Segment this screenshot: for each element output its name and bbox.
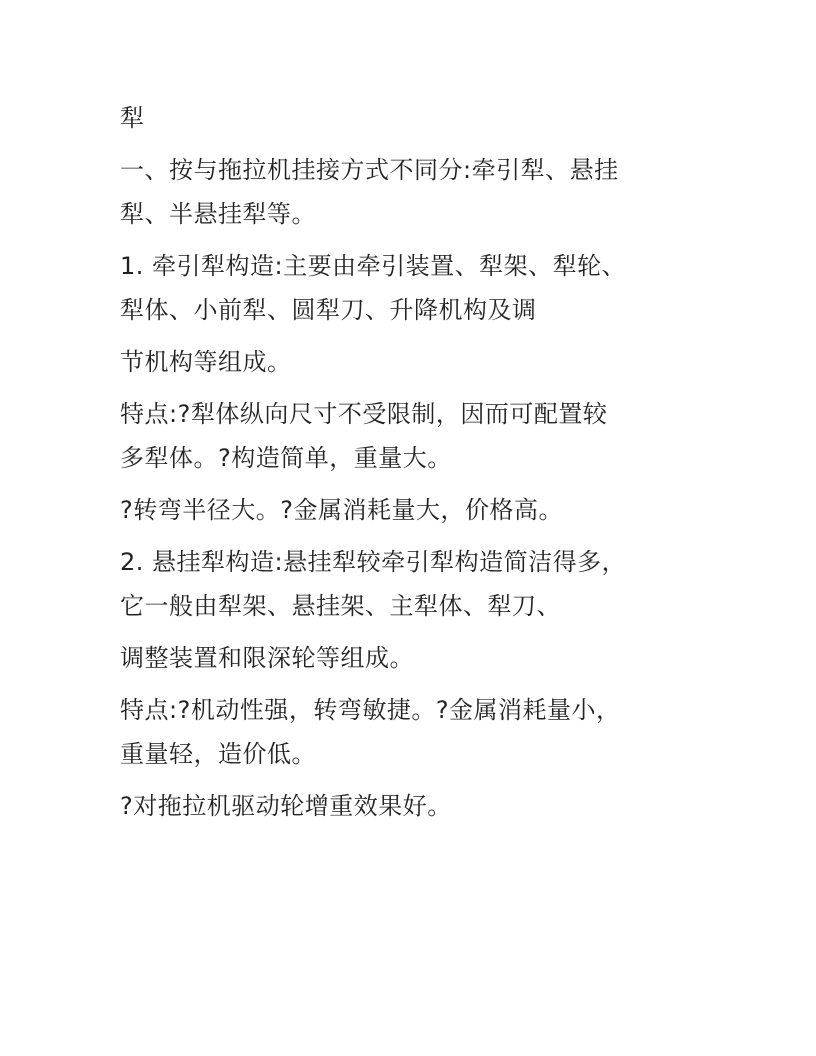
text-line: 特点:?机动性强，转弯敏捷。?金属消耗量小， (120, 696, 621, 724)
paragraph-mounted-plow-features-cont (120, 784, 720, 828)
document-body (120, 96, 720, 836)
paragraph-trailed-plow-features-cont (120, 488, 720, 532)
text-line: 多犁体。?构造简单，重量大。 (120, 444, 452, 472)
text-line: 调整装置和限深轮等组成。 (120, 644, 414, 672)
text-line: 一、按与拖拉机挂接方式不同分:牵引犁、悬挂 (120, 156, 619, 184)
text-line: 2. 悬挂犁构造:悬挂犁较牵引犁构造简洁得多， (120, 548, 627, 576)
text-line: 它一般由犁架、悬挂架、主犁体、犁刀、 (120, 592, 561, 620)
paragraph-trailed-plow-features (120, 392, 720, 480)
paragraph-mounted-plow-structure (120, 540, 720, 628)
paragraph-mounted-plow-structure-cont (120, 636, 720, 680)
text-line: 犁体、小前犁、圆犁刀、升降机构及调 (120, 296, 537, 324)
text-line: 特点:?犁体纵向尺寸不受限制，因而可配置较 (120, 400, 608, 428)
text-line: 重量轻，造价低。 (120, 740, 316, 768)
text-line: 节机构等组成。 (120, 348, 292, 376)
paragraph-mounted-plow-features (120, 688, 720, 776)
paragraph-classification (120, 148, 720, 236)
paragraph-title (120, 96, 720, 140)
text-line: ?转弯半径大。?金属消耗量大，价格高。 (120, 496, 563, 524)
paragraph-trailed-plow-structure (120, 244, 720, 332)
text-line: ?对拖拉机驱动轮增重效果好。 (120, 792, 452, 820)
text-line: 犁、半悬挂犁等。 (120, 200, 316, 228)
text-line: 1. 牵引犁构造:主要由牵引装置、犁架、犁轮、 (120, 252, 627, 280)
paragraph-trailed-plow-structure-cont (120, 340, 720, 384)
text-line: 犁 (120, 104, 145, 132)
